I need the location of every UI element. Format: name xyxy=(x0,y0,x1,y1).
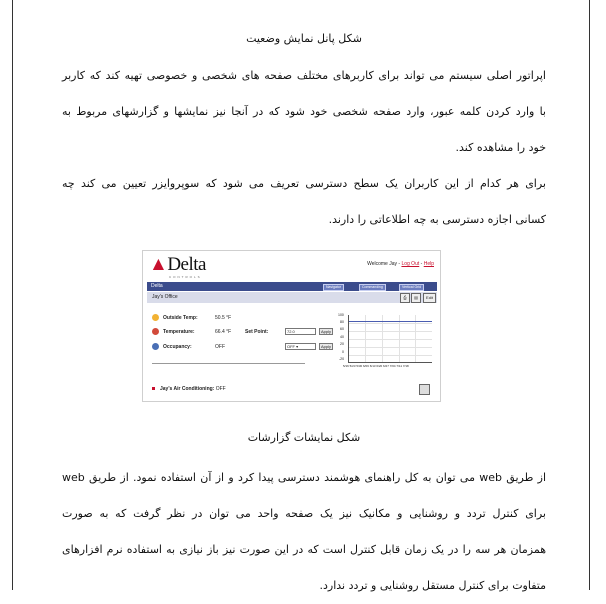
trend-chart xyxy=(348,315,432,363)
welcome-text: Welcome Jay xyxy=(367,261,397,267)
caption-status-panel: شکل پانل نمایش وضعیت xyxy=(246,32,362,45)
setpoint-input[interactable]: 72.0 xyxy=(285,328,316,335)
edit-button[interactable]: Edit xyxy=(423,293,436,303)
paragraph-line: همزمان هر سه را در یک زمان قابل کنترل است که در این صورت نیز باز نیازی به استفاده نرم افزارهای xyxy=(62,543,546,556)
welcome-line: Welcome Jay - Log Out - Help xyxy=(367,261,434,267)
page-border-left xyxy=(12,0,13,590)
paragraph-line: برای کنترل تردد و روشنایی و مکانیک نیز یک صفحه واحد می توان در نظر گرفت که به صورت xyxy=(62,507,546,520)
y-tick: -20 xyxy=(339,357,345,361)
status-panel-screenshot xyxy=(142,250,441,402)
logo-text: Delta xyxy=(167,254,206,275)
trend-line xyxy=(349,321,432,322)
y-tick: 40 xyxy=(340,335,344,339)
temperature-label: Temperature: xyxy=(163,329,195,335)
thermometer-icon xyxy=(152,328,159,335)
logo-subtitle: CONTROLS xyxy=(169,275,202,279)
help-link[interactable]: Help xyxy=(423,261,434,267)
occupancy-apply-button[interactable]: Apply xyxy=(321,344,332,349)
setpoint-label: Set Point: xyxy=(245,329,269,335)
page-header-bar xyxy=(147,292,437,303)
ac-label: Jay's Air Conditioning: OFF xyxy=(160,386,226,392)
page-title: Jay's Office xyxy=(152,294,178,300)
chart-icon[interactable]: ▤ xyxy=(411,293,421,303)
x-ticks: 5/16 5/23 5/30 6/06 6/13 6/20 6/27 7/04 7/11 7/18 xyxy=(343,364,409,368)
settings-icon[interactable] xyxy=(419,384,430,395)
occupancy-label: Occupancy: xyxy=(163,344,192,350)
occupancy-select[interactable]: OFF ▾ xyxy=(285,343,316,350)
paragraph-line: متفاوت برای کنترل مستقل روشنایی و تردد ندارد. xyxy=(319,579,546,592)
title-bar-label: Delta xyxy=(151,283,163,289)
paragraph-line: اپراتور اصلی سیستم می تواند برای کاربرهای مختلف صفحه های شخصی و خصوصی تهیه کند که کاربر xyxy=(62,69,546,82)
page-border-right xyxy=(589,0,590,590)
navigator-button[interactable]: Navigator xyxy=(323,284,344,291)
sun-icon xyxy=(152,314,159,321)
paragraph-operator xyxy=(62,58,546,166)
title-bar xyxy=(147,282,437,291)
paragraph-line: خود را مشاهده کند. xyxy=(455,141,546,154)
y-tick: 0 xyxy=(342,350,344,354)
paragraph-web xyxy=(62,460,546,604)
logout-link[interactable]: Log Out xyxy=(401,261,420,267)
caption-reports: شکل نمایشات گزارشات xyxy=(247,431,361,444)
temperature-value: 66.4 °F xyxy=(215,329,232,335)
setpoint-apply-button[interactable]: Apply xyxy=(321,329,332,334)
vertical-grid-button[interactable]: Vertical Grid xyxy=(399,284,424,291)
commanding-button[interactable]: Commanding xyxy=(359,284,386,291)
y-tick: 20 xyxy=(340,342,344,346)
outside-temp-value: 50.5 °F xyxy=(215,315,232,321)
ac-status-indicator xyxy=(152,387,155,390)
occupancy-value: OFF xyxy=(215,344,225,350)
paragraph-line: با وارد کردن کلمه عبور، وارد صفحه شخصی خود شود که در آنجا نیز نمایشها و گزارشهای مربوط به xyxy=(62,105,546,118)
paragraph-line: برای هر کدام از این کاربران یک سطح دسترسی تعریف می شود که سوپروایزر تعیین می کند چه xyxy=(62,177,546,190)
y-tick: 100 xyxy=(338,313,344,317)
y-tick: 60 xyxy=(340,327,344,331)
paragraph-access-level xyxy=(62,166,546,238)
occupancy-icon xyxy=(152,343,159,350)
paragraph-line: کسانی اجازه دسترسی به چه اطلاعاتی را دارند. xyxy=(328,213,546,226)
y-tick: 80 xyxy=(340,320,344,324)
print-icon[interactable]: ⎙ xyxy=(400,293,410,303)
outside-temp-label: Outside Temp: xyxy=(163,315,198,321)
delta-logo: ▲Delta xyxy=(149,254,206,275)
divider xyxy=(152,363,305,364)
paragraph-line: از طریق web می توان به کل راهنمای هوشمند دسترسی پیدا کرد و از آن استفاده نمود. از طریق web xyxy=(62,471,546,484)
